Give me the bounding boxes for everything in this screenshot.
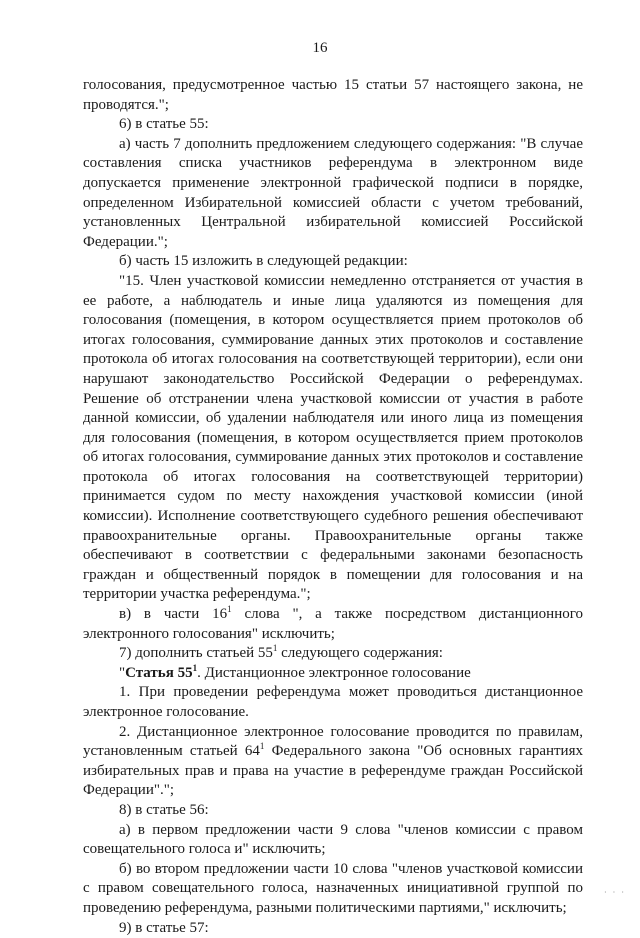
- paragraph-13: б) во втором предложении части 10 слова "членов участковой комиссии с правом совещательного голоса, назначенных инициативной группой по проведению референдума, разными политическими партиями," исключить;: [83, 860, 583, 916]
- paragraph-10-text-b: Федерального закона "Об основных гарантиях избирательных прав и права на участие в референдуме граждан Российской Федерации".";: [83, 743, 583, 799]
- article-heading-title: . Дистанционное электронное голосование: [197, 664, 471, 681]
- superscript: 1: [272, 643, 278, 654]
- article-heading-bold: Статья 55: [125, 664, 193, 681]
- paragraph-11: 8) в статье 56:: [119, 801, 209, 818]
- paragraph-6-text-b: слова ", а также посредством дистанционного электронного голосования" исключить;: [83, 606, 584, 642]
- paragraph-7: [83, 644, 583, 664]
- paragraph-7-text-a: 7) дополнить статьей 55: [119, 645, 273, 662]
- paragraph-2: 6) в статье 55:: [119, 116, 209, 133]
- paragraph-10-text-a: 2. Дистанционное электронное голосование проводится по правилам, установленным статьей 64: [83, 723, 583, 760]
- article-heading: [83, 664, 583, 684]
- paragraph-5: "15. Член участковой комиссии немедленно отстраняется от участия в ее работе, а наблюдатель и иные лица удаляются из помещения для голосования (помещения, в котором осуществляется прием протоколов об итогах голосования, суммирование данных этих протоколов и составление протокола об итогах голосования на соответствующей территории), если они нарушают законодательство Российской Федерации о референдумах. Решение об отстранении члена участковой комиссии от участия в работе данной комиссии, об удалении наблюдателя или иного лица из помещения для голосования (помещения, в котором осуществляется прием протоколов об итогах голосования, суммирование данных этих протоколов и составление протокола об итогах голосования на соответствующей территории) принимается судом по месту нахождения участковой комиссии (иной комиссии). Исполнение соответствующего судебного решения обеспечивают правоохранительные органы. Правоохранительные органы также обеспечивают в соответствии с федеральными законами безопасность граждан и общественный порядок в помещении для голосования и на территории участка референдума.";: [83, 272, 583, 603]
- corner-mark: · · ·: [604, 888, 626, 897]
- paragraph-12: а) в первом предложении части 9 слова "членов комиссии с правом совещательного голоса и" исключить;: [83, 821, 583, 858]
- paragraph-6: [83, 605, 583, 644]
- paragraph-10: [83, 723, 583, 801]
- superscript: 1: [227, 604, 232, 615]
- paragraph-9: 1. При проведении референдума может проводиться дистанционное электронное голосование.: [83, 684, 583, 720]
- paragraph-6-text-a: в) в части 16: [119, 606, 228, 623]
- document-body: [83, 76, 583, 938]
- article-heading-quote: ": [119, 664, 126, 681]
- superscript: 1: [259, 741, 265, 752]
- paragraph-1: голосования, предусмотренное частью 15 статьи 57 настоящего закона, не проводятся.";: [83, 77, 583, 113]
- superscript: 1: [192, 662, 198, 673]
- paragraph-4: б) часть 15 изложить в следующей редакции:: [119, 253, 408, 270]
- paragraph-14: 9) в статье 57:: [119, 919, 209, 936]
- paragraph-7-text-b: следующего содержания:: [277, 645, 443, 662]
- paragraph-3: а) часть 7 дополнить предложением следующего содержания: "В случае составления списка участников референдума в электронном виде допускается применение электронной графической подписи в порядке, определенном Избирательной комиссией области с учетом требований, установленных Центральной избирательной комиссией Российской Федерации.";: [83, 135, 583, 250]
- page-number: 16: [312, 40, 328, 56]
